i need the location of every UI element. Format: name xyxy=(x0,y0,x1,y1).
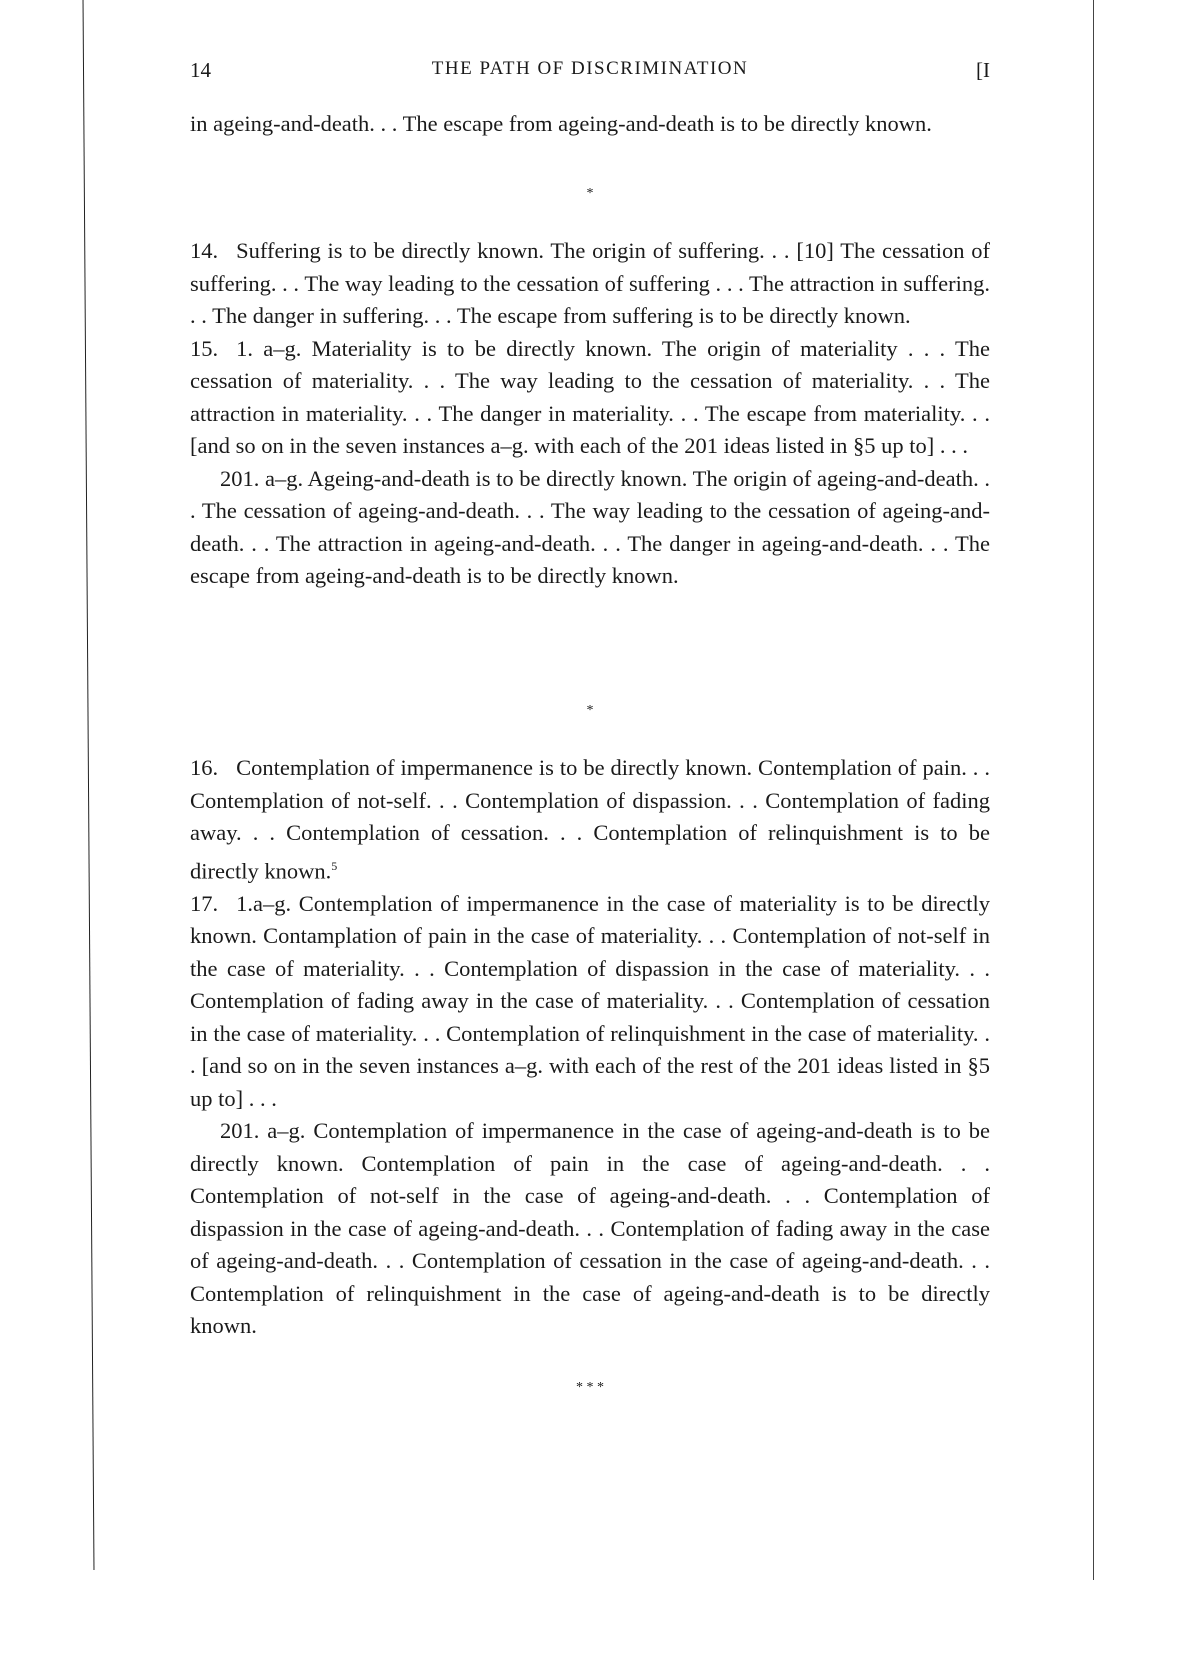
section-14-15 xyxy=(190,235,990,593)
separator-triple-asterisk: * * * xyxy=(576,1380,604,1395)
scan-edge-right xyxy=(1093,0,1094,1580)
running-title: THE PATH OF DISCRIMINATION xyxy=(431,58,749,79)
footnote-ref[interactable]: 5 xyxy=(331,858,338,873)
paragraph-15: 15. 1. a–g. Materiality is to be directly known. The origin of materiality . . . The cessation of materiality. . . The way leading to the cessation of materiality. . . The attraction in materiality. . . The danger in materiality. . . The escape from materiality. . . [and so on in the seven instances a–g. with each of the 201 ideas listed in §5 up to] . . . xyxy=(190,335,990,458)
paragraph-14: 14. Suffering is to be directly known. The origin of suffering. . . [10] The cessation of suffering. . . The way leading to the cessation of suffering . . . The attraction in suffering. . . The danger in suffering. . . The escape from suffering is to be directly known. xyxy=(190,238,990,328)
paragraph-16: 16. Contemplation of impermanence is to be directly known. Contemplation of pain. . . Contemplation of not-self. . . Contemplation of dispassion. . . Contemplation of fading away. . . Contemplation of cessation. . . Contemplation of relinquishment is to be directly known.$^5$ xyxy=(190,755,990,883)
separator-asterisk: * xyxy=(586,703,594,718)
paragraph-17: 17. 1.a–g. Contemplation of impermanence in the case of materiality is to be directly known. Contamplation of pain in the case of materiality. . . Contemplation of not-self in the case of materiality. . . Contemplation of dispassion in the case of materiality. . . Contemplation of fading away in the case of materiality. . . Contemplation of cessation in the case of materiality. . . Contemplation of relinquishment in the case of materiality. . . [and so on in the seven instances a–g. with each of the rest of the 201 ideas listed in §5 up to] . . . xyxy=(190,890,990,1111)
scan-edge-left xyxy=(83,0,95,1570)
separator-asterisk: * xyxy=(586,186,594,201)
section-mark: [I xyxy=(976,58,990,82)
section-16-17 xyxy=(190,752,990,1343)
paragraph-15-201: 201. a–g. Ageing-and-death is to be directly known. The origin of ageing-and-death. . . The cessation of ageing-and-death. . . The way leading to the cessation of ageing-and-death. . . The attraction in ageing-and-death. . . The danger in ageing-and-death. . . The escape from ageing-and-death is to be directly known. xyxy=(190,465,990,588)
continuation-text: in ageing-and-death. . . The escape from ageing-and-death is to be directly known. xyxy=(190,111,932,136)
paragraph-17-201: 201. a–g. Contemplation of impermanence in the case of ageing-and-death is to be directly known. Contemplation of pain in the case of ageing-and-death. . . Contemplation of not-self in the case of ageing-and-death. . . Contemplation of dispassion in the case of ageing-and-death. . . Contemplation of fading away in the case of ageing-and-death. . . Contemplation of cessation in the case of ageing-and-death. . . Contemplation of relinquishment in the case of ageing-and-death is to be directly known. xyxy=(190,1118,990,1338)
page-number: 14 xyxy=(190,58,211,82)
running-header xyxy=(190,58,990,88)
